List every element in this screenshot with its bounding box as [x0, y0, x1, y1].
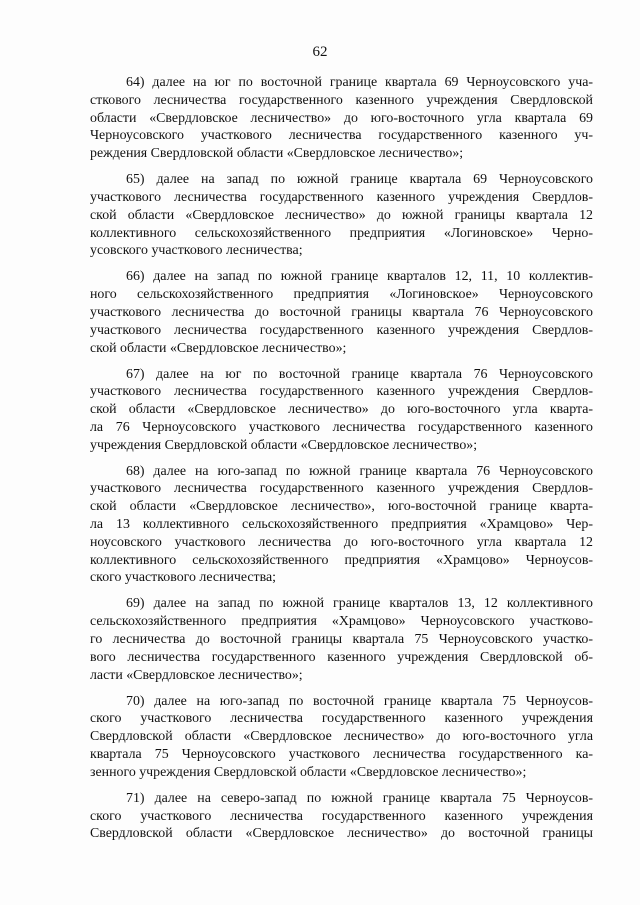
text-line: ла 76 Черноусовского участкового лесничества государственного казенного — [90, 419, 593, 435]
text-line: ской области «Свердловское лесничество»; — [90, 340, 347, 356]
text-line: Черноусовского участкового лесничества государственного казенного уч- — [90, 128, 593, 144]
paragraph — [90, 171, 593, 260]
text-line: ской области «Свердловское лесничество» до южной границы квартала 12 — [90, 207, 593, 223]
text-line: ского участкового лесничества государственного казенного учреждения — [90, 711, 593, 727]
text-line: 64) далее на юг по восточной границе квартала 69 Черноусовского уча- — [126, 75, 593, 90]
text-line: учреждения Свердловской области «Свердловское лесничество»; — [90, 437, 478, 453]
paragraph — [90, 268, 593, 357]
paragraph — [90, 74, 593, 163]
text-line: Свердловской области «Свердловское лесничество» до восточной границы — [90, 826, 593, 842]
text-line: зенного учреждения Свердловской области «Свердловское лесничество»; — [90, 764, 527, 780]
text-line: ла 13 коллективного сельскохозяйственного предприятия «Храмцово» Чер- — [90, 517, 593, 533]
paragraph — [90, 366, 593, 455]
text-line: области «Свердловское лесничество» до юго-восточного угла квартала 69 — [90, 110, 593, 126]
text-line: ского участкового лесничества; — [90, 570, 277, 586]
text-line: усовского участкового лесничества; — [90, 243, 303, 259]
text-line: 66) далее на запад по южной границе кварталов 12, 11, 10 коллектив- — [126, 269, 593, 285]
text-line: реждения Свердловской области «Свердловское лесничество»; — [90, 146, 464, 162]
text-line: участкового лесничества государственного казенного учреждения Свердлов- — [90, 481, 593, 497]
text-line: ского участкового лесничества государственного казенного учреждения — [90, 808, 593, 824]
text-line: ного сельскохозяйственного предприятия «Логиновское» Черноусовского — [90, 287, 593, 303]
text-line: участкового лесничества государственного казенного учреждения Свердлов- — [90, 189, 593, 205]
text-line: сельскохозяйственного предприятия «Храмцово» Черноусовского участково- — [90, 614, 593, 630]
text-line: участкового лесничества государственного казенного учреждения Свердлов- — [90, 322, 593, 338]
text-line: Свердловской области «Свердловское лесничество» до юго-восточного угла — [90, 729, 593, 745]
text-line: участкового лесничества до восточной границы квартала 76 Черноусовского — [90, 304, 593, 320]
paragraph — [90, 463, 593, 588]
paragraph — [90, 790, 593, 843]
text-line: сткового лесничества государственного казенного учреждения Свердловской — [90, 92, 593, 108]
text-line: квартала 75 Черноусовского участкового лесничества государственного ка- — [90, 747, 593, 763]
text-line: ской области «Свердловское лесничество», юго-восточной границе кварта- — [90, 499, 593, 515]
paragraph — [90, 595, 593, 684]
document-body — [90, 74, 593, 851]
text-line: 69) далее на запад по южной границе кварталов 13, 12 коллективного — [126, 596, 593, 612]
text-line: 65) далее на запад по южной границе квартала 69 Черноусовского — [126, 172, 593, 188]
text-line: 70) далее на юго-запад по восточной границе квартала 75 Черноусов- — [126, 693, 593, 709]
text-line: участкового лесничества государственного казенного учреждения Свердлов- — [90, 384, 593, 400]
text-line: 67) далее на юг по восточной границе квартала 76 Черноусовского — [126, 366, 593, 382]
text-line: ской области «Свердловское лесничество» до юго-восточного угла кварта- — [90, 402, 593, 418]
text-line: коллективного сельскохозяйственного предприятия «Храмцово» Черноусов- — [90, 552, 593, 568]
text-line: ноусовского участкового лесничества до юго-восточного угла квартала 12 — [90, 534, 593, 550]
text-line: 71) далее на северо-запад по южной границе квартала 75 Черноусов- — [126, 790, 593, 806]
page-number: 62 — [312, 44, 328, 60]
text-line: 68) далее на юго-запад по южной границе квартала 76 Черноусовского — [126, 463, 593, 479]
text-line: коллективного сельскохозяйственного предприятия «Логиновское» Черно- — [90, 225, 593, 241]
text-line: ласти «Свердловское лесничество»; — [90, 667, 303, 683]
text-line: го лесничества до восточной границы квартала 75 Черноусовского участко- — [90, 632, 593, 648]
paragraph — [90, 693, 593, 782]
text-line: вого лесничества государственного казенного учреждения Свердловской об- — [90, 649, 593, 665]
